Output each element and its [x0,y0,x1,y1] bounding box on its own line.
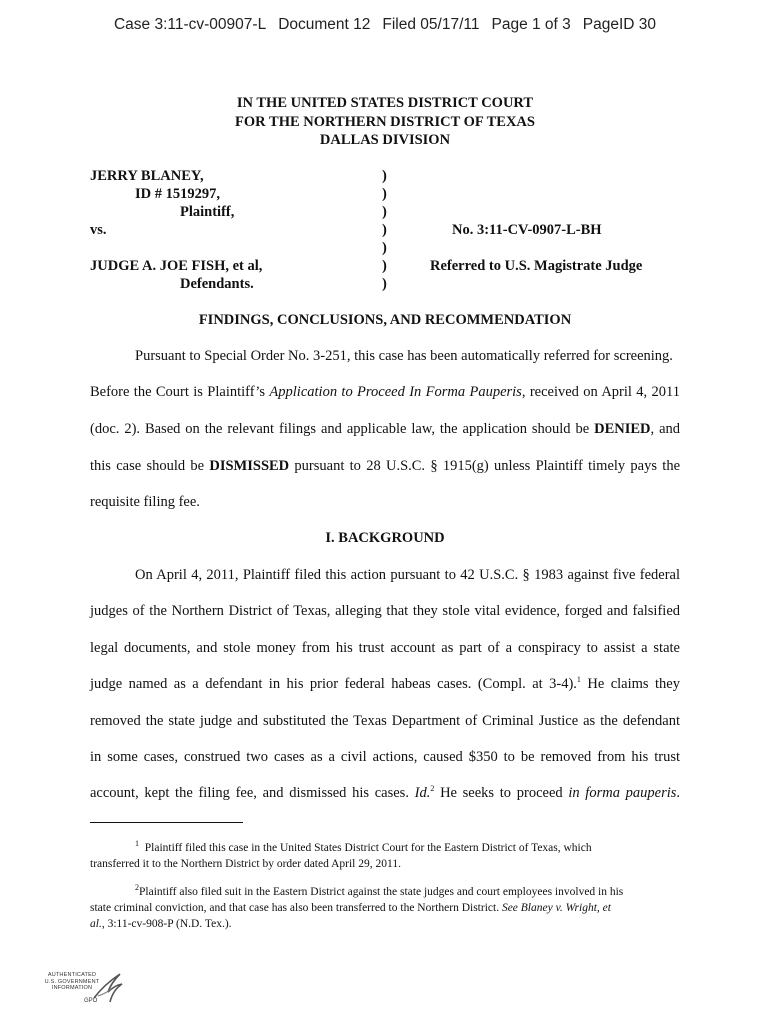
caption-paren: ) [382,240,387,256]
italic-term: in forma pauperis [568,785,677,801]
gpo-label: GPO [84,998,98,1004]
text-span: account, kept the filing fee, and dismissed his cases. [90,785,415,801]
text-line: legal documents, and stole money from his trust account as part of a conspiracy to assist a state [90,640,680,656]
text-span: Plaintiff also filed suit in the Eastern District against the state judges and court employees involved in his [139,886,624,898]
text-span: pursuant to 28 U.S.C. § 1915(g) unless Plaintiff timely pays the [289,458,680,474]
text-span: , 3:11-cv-908-P (N.D. Tex.). [101,918,232,930]
logo-line: U.S. GOVERNMENT [44,978,100,985]
text-line: judges of the Northern District of Texas, alleging that they stole vital evidence, forged and falsified [90,603,680,619]
text-span: . [676,785,681,801]
text-span: (doc. 2). Based on the relevant filings and applicable law, the application should be [90,421,595,437]
footnote-ref[interactable]: 1 [576,675,581,685]
text-line [90,384,680,401]
footnote-line [90,916,680,932]
court-line-3: DALLAS DIVISION [319,132,451,148]
text-span: state criminal conviction, and that case has also been transferred to the Northern District. [90,902,502,914]
footnote-divider [90,822,243,823]
logo-line: INFORMATION [51,985,93,991]
text-line: On April 4, 2011, Plaintiff filed this action pursuant to 42 U.S.C. § 1983 against five federal [135,567,680,583]
plaintiff-name: JERRY BLANEY, [90,168,204,184]
italic-title: Application to Proceed In Forma Pauperis [269,384,522,400]
plaintiff-id: ID # 1519297, [135,186,220,202]
court-line-1: IN THE UNITED STATES DISTRICT COURT [236,95,534,111]
page-indicator: Page 1 of 3 [491,16,571,33]
italic-citation: See Blaney v. Wright, et [501,902,611,914]
text-line: removed the state judge and substituted the Texas Department of Criminal Justice as the defendant [90,713,680,729]
caption-paren: ) [382,186,387,202]
footnote-line [90,884,680,900]
caption-paren: ) [382,204,387,220]
text-span: , and [650,421,681,437]
logo-line: AUTHENTICATED [47,972,97,978]
footnote-line: transferred it to the Northern District by order dated April 29, 2011. [90,858,401,870]
italic-citation: al. [90,918,102,930]
caption-paren: ) [382,168,387,184]
footnote-number: 2 [135,883,139,893]
footnote-1 [90,840,680,872]
section-heading: I. BACKGROUND [325,530,445,546]
court-line-2: FOR THE NORTHERN DISTRICT OF TEXAS [235,113,535,130]
text-span: judge named as a defendant in his prior federal habeas cases. (Compl. at 3-4). [90,676,577,692]
caption-paren: ) [382,276,387,292]
caption-paren: ) [382,258,387,274]
footnote-line [90,900,680,916]
document-number: Document 12 [278,16,371,33]
court-heading [0,94,770,150]
text-line [90,785,680,802]
italic-citation: Id. [414,785,431,801]
filed-date: Filed 05/17/11 [382,16,480,33]
defendant-role: Defendants. [180,276,254,292]
referral-label: Referred to U.S. Magistrate Judge [430,258,643,274]
text-line: Pursuant to Special Order No. 3-251, this case has been automatically referred for screening. [135,348,673,364]
text-span: this case should be [90,458,210,474]
text-line [90,458,680,475]
text-span: , received on April 4, 2011 [521,384,680,400]
case-number: Case 3:11-cv-00907-L [113,16,267,33]
text-line: in some cases, construed two cases as a civil actions, caused $350 to be removed from his trust [90,749,680,765]
text-span: Plaintiff filed this case in the United States District Court for the Eastern District of Texas, which [144,842,592,854]
text-span: Before the Court is Plaintiff’s [90,384,270,400]
footnote-2 [90,884,680,932]
footnote-line [90,840,680,856]
gpo-authentication-logo [42,966,134,1012]
plaintiff-role: Plaintiff, [180,204,235,220]
footnote-ref[interactable]: 2 [430,784,435,794]
versus-label: vs. [90,222,107,238]
case-number-label: No. 3:11-CV-0907-L-BH [452,222,602,238]
text-line [90,421,680,438]
bold-term: DISMISSED [209,458,290,474]
defendant-name: JUDGE A. JOE FISH, et al, [90,258,263,274]
text-span: He seeks to proceed [434,785,569,801]
text-span: He claims they [580,676,680,692]
text-line: requisite filing fee. [90,494,200,510]
page-id: PageID 30 [582,16,657,33]
document-title: FINDINGS, CONCLUSIONS, AND RECOMMENDATION [198,312,572,328]
filing-header [0,16,770,34]
text-line [90,676,680,693]
caption-paren: ) [382,222,387,238]
bold-term: DENIED [594,421,651,437]
footnote-number: 1 [135,839,139,849]
